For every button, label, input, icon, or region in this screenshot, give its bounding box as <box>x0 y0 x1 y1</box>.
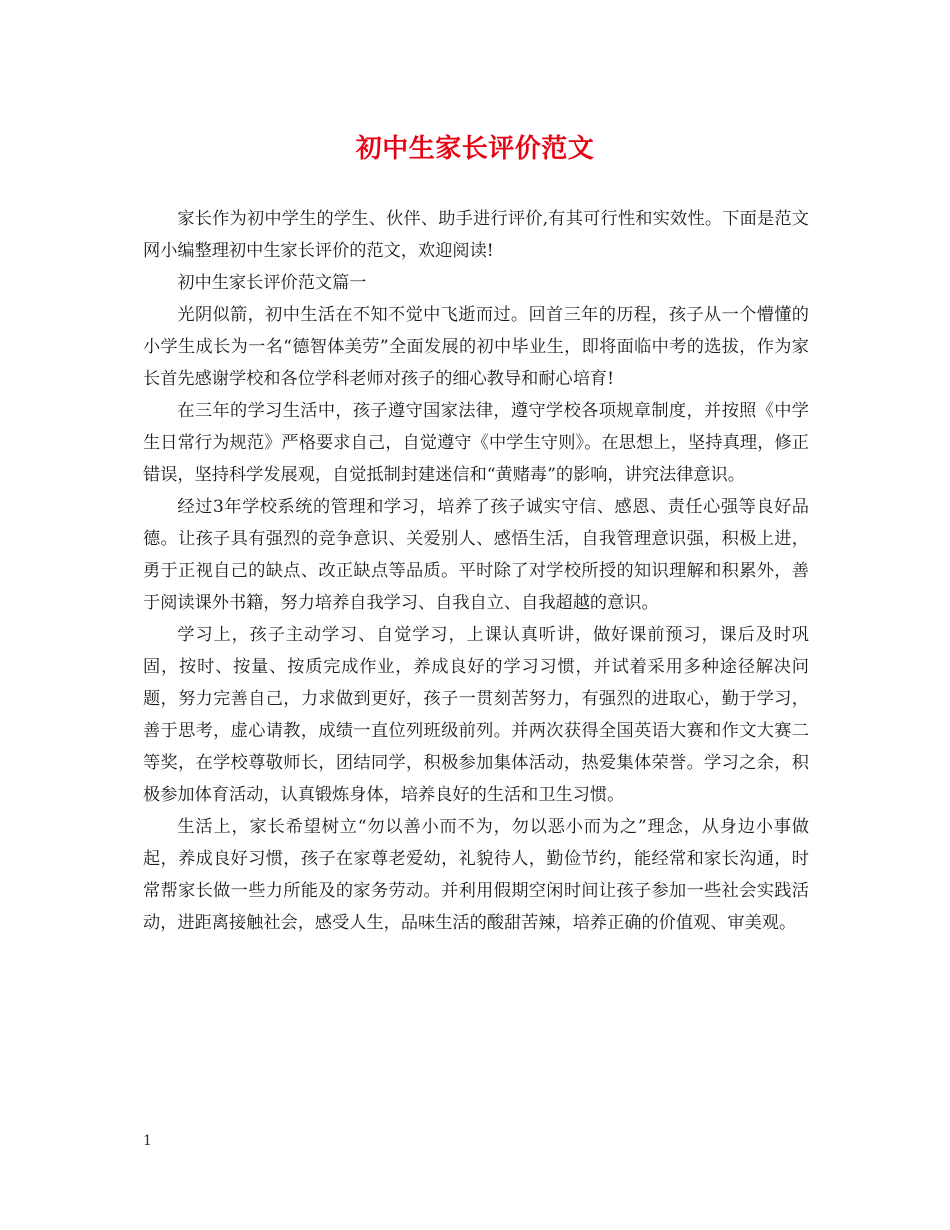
intro-paragraph: 家长作为初中学生的学生、伙伴、助手进行评价,有其可行性和实效性。下面是范文网小编整理初中生家长评价的范文，欢迎阅读! <box>143 209 809 261</box>
section-heading: 初中生家长评价范文篇一 <box>177 273 367 293</box>
document-title: 初中生家长评价范文 <box>355 134 595 164</box>
body-paragraph: 光阴似箭，初中生活在不知不觉中飞逝而过。回首三年的历程，孩子从一个懵懂的小学生成长为一名“德智体美劳”全面发展的初中毕业生，即将面临中考的选拔，作为家长首先感谢学校和各位学科老师对孩子的细心教导和耐心培育! <box>143 305 809 389</box>
page-number: 1 <box>143 1133 152 1149</box>
body-paragraph: 学习上，孩子主动学习、自觉学习，上课认真听讲，做好课前预习，课后及时巩固，按时、按量、按质完成作业，养成良好的学习习惯，并试着采用多种途径解决问题，努力完善自己，力求做到更好，孩子一贯刻苦努力，有强烈的进取心，勤于学习，善于思考，虚心请教，成绩一直位列班级前列。并两次获得全国英语大赛和作文大赛二等奖，在学校尊敬师长，团结同学，积极参加集体活动，热爱集体荣誉。学习之余，积极参加体育活动，认真锻炼身体，培养良好的生活和卫生习惯。 <box>143 625 809 805</box>
body-paragraph: 经过3年学校系统的管理和学习，培养了孩子诚实守信、感恩、责任心强等良好品德。让孩子具有强烈的竞争意识、关爱别人、感悟生活，自我管理意识强，积极上进，勇于正视自己的缺点、改正缺点等品质。平时除了对学校所授的知识理解和积累外，善于阅读课外书籍，努力培养自我学习、自我自立、自我超越的意识。 <box>143 497 809 613</box>
body-paragraph: 在三年的学习生活中，孩子遵守国家法律，遵守学校各项规章制度，并按照《中学生日常行为规范》严格要求自己，自觉遵守《中学生守则》。在思想上，坚持真理，修正错误，坚持科学发展观，自觉抵制封建迷信和“黄赌毒”的影响，讲究法律意识。 <box>143 401 809 485</box>
body-paragraph: 生活上，家长希望树立“勿以善小而不为，勿以恶小而为之”理念，从身边小事做起，养成良好习惯，孩子在家尊老爱幼，礼貌待人，勤俭节约，能经常和家长沟通，时常帮家长做一些力所能及的家务劳动。并利用假期空闲时间让孩子参加一些社会实践活动，进距离接触社会，感受人生，品味生活的酸甜苦辣，培养正确的价值观、审美观。 <box>143 817 809 933</box>
document-body <box>143 203 809 939</box>
